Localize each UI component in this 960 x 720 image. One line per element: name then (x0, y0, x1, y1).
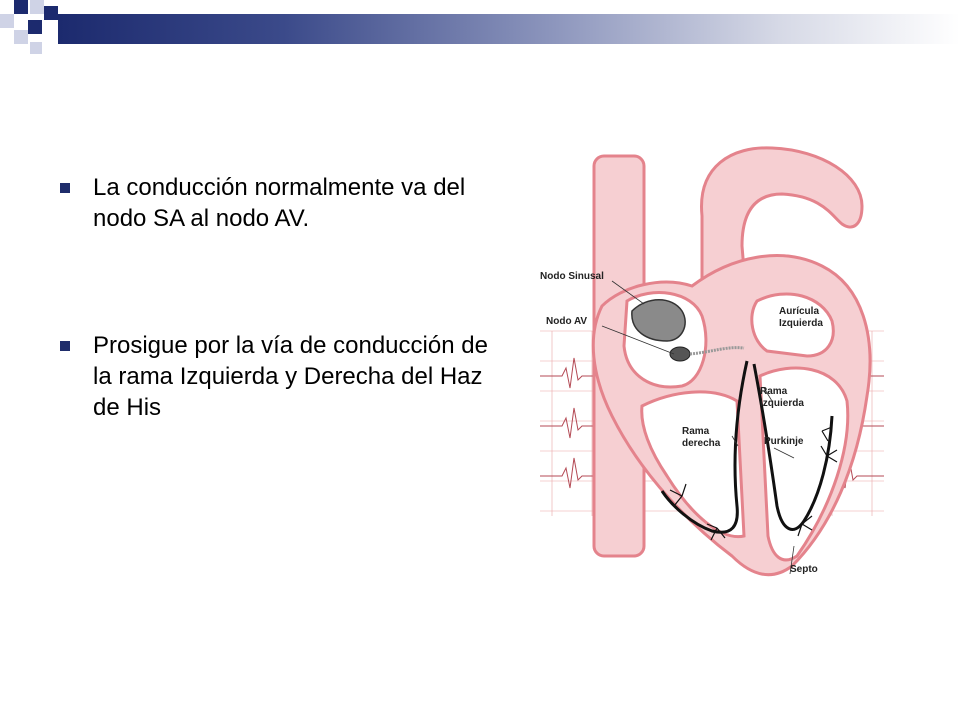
label-izquierda: Izquierda (779, 318, 823, 329)
title-bar-decoration (58, 14, 960, 44)
label-rama-izquierda-2: izquierda (760, 398, 804, 409)
heart-conduction-diagram (532, 136, 892, 586)
label-septo: Septo (790, 564, 818, 575)
heart-diagram-svg (532, 136, 892, 586)
label-rama-izquierda-1: Rama (760, 386, 788, 397)
label-auricula: Aurícula (779, 306, 820, 317)
bullet-item (60, 330, 510, 423)
label-nodo-av: Nodo AV (546, 316, 588, 327)
label-purkinje: Purkinje (764, 436, 804, 447)
bullet-item (60, 172, 510, 234)
label-nodo-sinusal: Nodo Sinusal (540, 271, 604, 282)
bullet-list (60, 172, 510, 423)
label-rama-derecha-1: Rama (682, 426, 710, 437)
bullet-text: Prosigue por la vía de conducción de la rama Izquierda y Derecha del Haz de His (93, 332, 488, 421)
square-bullet-icon (60, 183, 70, 193)
square-bullet-icon (60, 341, 70, 351)
label-rama-derecha-2: derecha (682, 438, 721, 449)
bullet-text: La conducción normalmente va del nodo SA al nodo AV. (93, 174, 466, 232)
